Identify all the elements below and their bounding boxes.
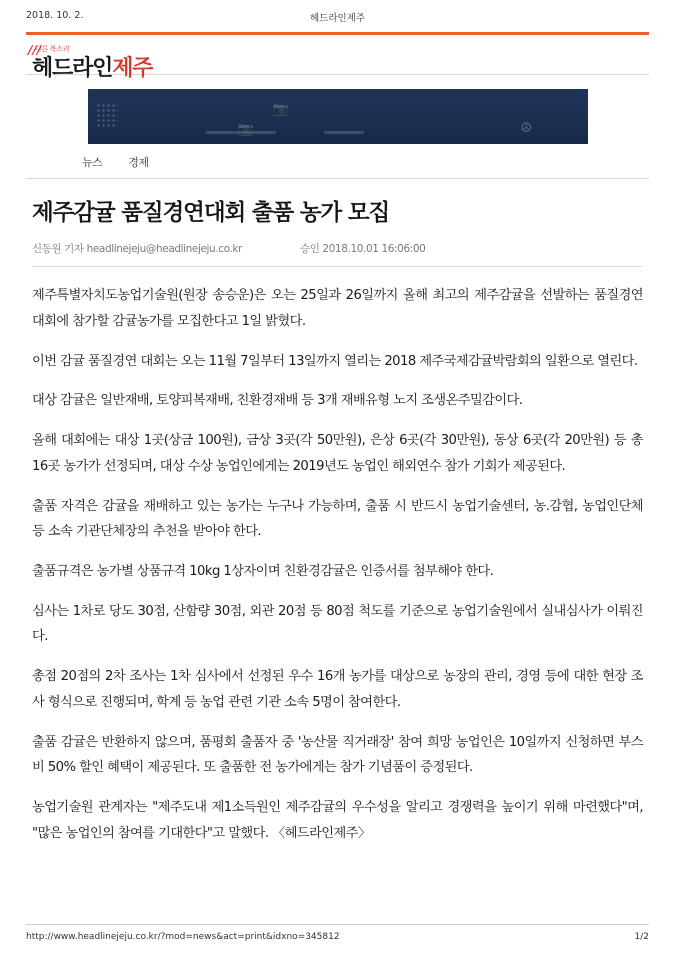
print-source-url: http://www.headlinejeju.co.kr/?mod=news&act=print&idxno=345812 <box>26 932 340 942</box>
byline-approved-date: 승인 2018.10.01 16:06:00 <box>300 243 426 256</box>
image-icon: 📷 <box>272 102 289 117</box>
camera-icon: 📷 <box>237 122 254 137</box>
logo-text-secondary: 제주 <box>112 56 153 81</box>
article-paragraph: 총점 20점의 2차 조사는 1차 심사에서 선정된 우수 16개 농가를 대상으로 농장의 관리, 경영 등에 대한 현장 조사 형식으로 진행되며, 학계 등 농업 관련 기관 소속 5명이 참여한다. <box>32 669 643 710</box>
ad-banner[interactable] <box>88 89 588 144</box>
article-paragraph: 출품 자격은 감귤을 재배하고 있는 농가는 누구나 가능하며, 출품 시 반드시 농업기술센터, 농.감협, 농업인단체 등 소속 기관단체장의 추천을 받아야 한다. <box>32 498 643 540</box>
logo-text-primary: 헤드라인 <box>32 56 113 81</box>
nav-item-news[interactable]: 뉴스 <box>82 156 103 169</box>
article-paragraph: 출품규격은 농가별 상품규격 10kg 1상자이며 친환경감귤은 인증서를 첨부해야 한다. <box>32 564 494 579</box>
logo-slash-icon: /// <box>26 43 43 57</box>
print-header <box>0 10 675 26</box>
wifi-icon: ☮ <box>520 121 533 136</box>
print-page-number: 1/2 <box>634 932 649 942</box>
article-paragraph: 올해 대회에는 대상 1곳(상금 100원), 금상 3곳(각 50만원), 은상 6곳(각 30만원), 동상 6곳(각 20만원) 등 총 16곳 농가가 선정되며, 대상 수상 농업인에게는 2019년도 농업인 해외연수 참가 기회가 제공된다. <box>32 433 643 474</box>
logo-wordmark <box>32 51 152 82</box>
page-title: 제주감귤 품질경연대회 출품 농가 모집 <box>32 200 390 226</box>
nav-item-economy[interactable]: 경제 <box>128 156 149 169</box>
dots-icon <box>96 103 118 129</box>
banner-bar-left <box>206 131 276 134</box>
banner-zone <box>26 75 649 144</box>
article-paragraph: 농업기술원 관계자는 "제주도내 제1소득원인 제주감귤의 우수성을 알리고 경쟁력을 높이기 위해 마련했다"며, "많은 농업인의 참여를 기대한다"고 말했다. 〈헤드라인제주〉 <box>32 800 643 841</box>
masthead <box>26 35 649 81</box>
print-footer <box>26 924 649 946</box>
print-date: 2018. 10. 2. <box>26 10 84 21</box>
article-body <box>26 179 649 847</box>
byline-author: 신동원 기자 headlinejeju@headlinejeju.co.kr <box>32 243 243 256</box>
banner-bar-right <box>324 131 364 134</box>
article-paragraph: 제주특별자치도농업기술원(원장 송승운)은 오는 25일과 26일까지 올해 최고의 제주감귤을 선발하는 품질경연 대회에 참가할 감귤농가를 모집한다고 1일 밝혔다. <box>32 288 643 329</box>
logo-tagline: 다른 목소리 <box>35 45 70 53</box>
byline <box>32 241 643 267</box>
print-site-title: 헤드라인제주 <box>309 13 366 24</box>
nav-strip <box>26 154 649 179</box>
site-logo[interactable] <box>26 43 232 81</box>
article-paragraphs <box>32 283 643 846</box>
article-paragraph: 이번 감귤 품질경연 대회는 오는 11월 7일부터 13일까지 열리는 2018 제주국제감귤박람회의 일환으로 열린다. <box>32 353 638 369</box>
article-paragraph: 출품 감귤은 반환하지 않으며, 품평회 출품자 중 '농산물 직거래장' 참여 희망 농업인은 10일까지 신청하면 부스비 50% 할인 혜택이 제공된다. 또 출품한 전 농가에게는 참가 기념품이 증정된다. <box>32 734 643 776</box>
article-container <box>26 32 649 861</box>
article-paragraph: 심사는 1차로 당도 30점, 산함량 30점, 외관 20점 등 80점 척도를 기준으로 농업기술원에서 실내심사가 이뤄진다. <box>32 603 643 645</box>
article-paragraph: 대상 감귤은 일반재배, 토양피복재배, 친환경재배 등 3개 재배유형 노지 조생온주밀감이다. <box>32 393 523 409</box>
